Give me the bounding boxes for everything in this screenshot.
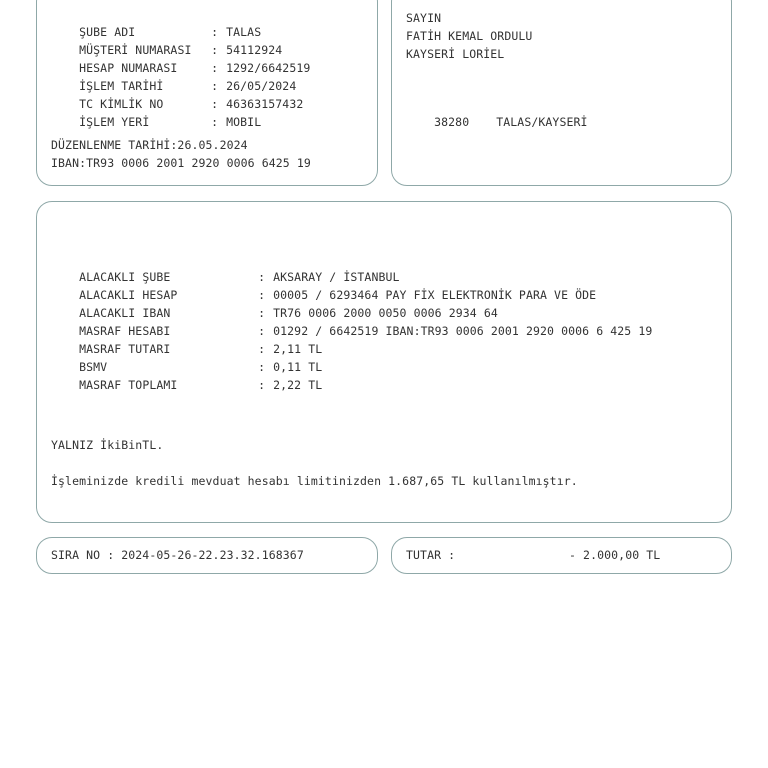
separator: : [258, 306, 266, 320]
bsmv-value: 0,11 TL [273, 360, 323, 374]
fee-amount-value: 2,11 TL [273, 342, 323, 356]
creditor-iban-value: TR76 0006 2000 0050 0006 2934 64 [273, 306, 498, 320]
sequence-number-box [36, 537, 378, 574]
branch-name-value: TALAS [226, 25, 262, 39]
creditor-account-row [51, 274, 597, 302]
recipient-address-box [391, 0, 732, 186]
separator: : [211, 97, 219, 111]
separator: : [258, 342, 266, 356]
amount-label: TUTAR : [406, 548, 456, 562]
salutation: SAYIN [406, 11, 442, 25]
sequence-number: SIRA NO : 2024-05-26-22.23.32.168367 [51, 548, 304, 562]
separator: : [258, 288, 266, 302]
transaction-date-row [51, 65, 297, 93]
separator: : [258, 270, 266, 284]
fee-amount-row [51, 328, 323, 356]
transaction-details-box [36, 201, 732, 523]
separator: : [211, 115, 219, 129]
account-info-box [36, 0, 378, 186]
city: TALAS/KAYSERİ [496, 115, 588, 129]
creditor-branch-label: ALACAKLI ŞUBE [79, 270, 171, 284]
separator: : [211, 25, 219, 39]
sender-iban: IBAN:TR93 0006 2001 2920 0006 6425 19 [51, 156, 311, 170]
national-id-value: 46363157432 [226, 97, 304, 111]
amount-in-words: YALNIZ İkiBinTL. [51, 438, 164, 452]
creditor-account-value: 00005 / 6293464 PAY FİX ELEKTRONİK PARA VE ÖDE [273, 288, 597, 302]
national-id-row [51, 83, 304, 111]
fee-account-label: MASRAF HESABI [79, 324, 171, 338]
amount-value: - 2.000,00 TL [569, 548, 661, 562]
fee-account-value: 01292 / 6642519 IBAN:TR93 0006 2001 2920 0006 6 425 19 [273, 324, 653, 338]
recipient-name: FATİH KEMAL ORDULU [406, 29, 533, 43]
recipient-address-line: KAYSERİ LORİEL [406, 47, 505, 61]
credit-usage-note: İşleminizde kredili mevduat hesabı limitinizden 1.687,65 TL kullanılmıştır. [51, 474, 578, 488]
branch-name-label: ŞUBE ADI [79, 25, 136, 39]
separator: : [211, 43, 219, 57]
transaction-place-row [51, 101, 262, 129]
account-number-row [51, 47, 311, 75]
transaction-place-label: İŞLEM YERİ [79, 115, 150, 129]
bsmv-row [51, 346, 323, 374]
creditor-iban-label: ALACAKLI IBAN [79, 306, 171, 320]
creditor-account-label: ALACAKLI HESAP [79, 288, 178, 302]
fee-total-row [51, 364, 323, 392]
recipient-postal-row [406, 101, 588, 129]
customer-number-row [51, 29, 283, 57]
creditor-iban-row [51, 292, 498, 320]
branch-name-row [51, 11, 262, 39]
postal-code: 38280 [434, 115, 470, 129]
account-number-label: HESAP NUMARASI [79, 61, 178, 75]
national-id-label: TC KİMLİK NO [79, 97, 164, 111]
creditor-branch-row [51, 256, 400, 284]
transaction-place-value: MOBIL [226, 115, 262, 129]
separator: : [211, 79, 219, 93]
separator: : [258, 360, 266, 374]
fee-total-value: 2,22 TL [273, 378, 323, 392]
creditor-branch-value: AKSARAY / İSTANBUL [273, 270, 400, 284]
bsmv-label: BSMV [79, 360, 108, 374]
issue-date: DÜZENLENME TARİHİ:26.05.2024 [51, 138, 248, 152]
separator: : [258, 378, 266, 392]
fee-total-label: MASRAF TOPLAMI [79, 378, 178, 392]
customer-number-label: MÜŞTERİ NUMARASI [79, 43, 192, 57]
transaction-date-label: İŞLEM TARİHİ [79, 79, 164, 93]
amount-box [391, 537, 732, 574]
customer-number-value: 54112924 [226, 43, 283, 57]
account-number-value: 1292/6642519 [226, 61, 311, 75]
separator: : [211, 61, 219, 75]
transaction-date-value: 26/05/2024 [226, 79, 297, 93]
separator: : [258, 324, 266, 338]
fee-amount-label: MASRAF TUTARI [79, 342, 171, 356]
fee-account-row [51, 310, 653, 338]
